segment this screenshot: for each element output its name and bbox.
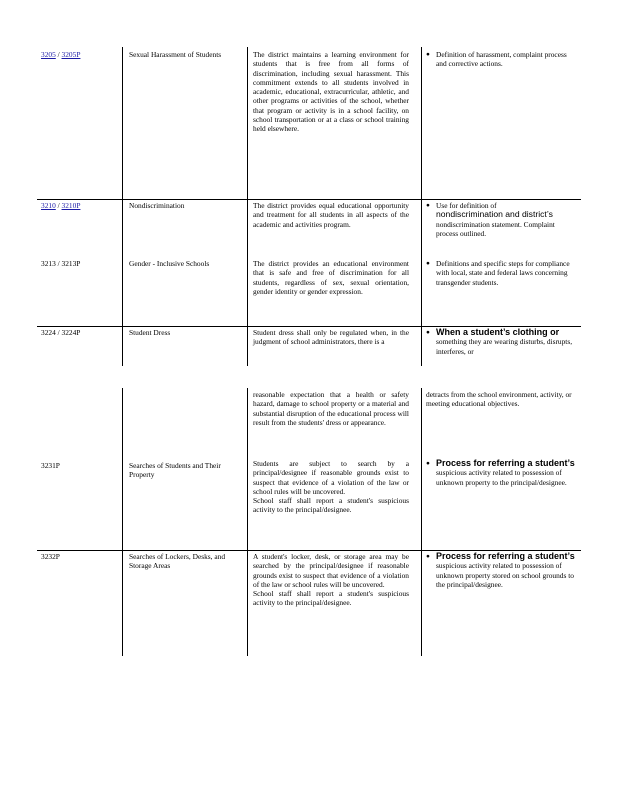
code-separator: / bbox=[55, 201, 62, 210]
row-divider bbox=[37, 199, 581, 200]
table-row bbox=[37, 328, 581, 366]
notes-line: nondiscrimination statement. Complaint process outlined. bbox=[436, 219, 555, 238]
table-row bbox=[37, 390, 581, 456]
policy-code: 3224 / 3224P bbox=[41, 328, 81, 337]
bullet-item bbox=[426, 459, 578, 487]
policy-notes bbox=[426, 328, 578, 356]
bullet-item: ● Definition of harassment, complaint process and corrective actions. bbox=[426, 50, 578, 69]
policy-code: 3231P bbox=[41, 461, 60, 470]
bullet-item: ● Definitions and specific steps for compliance with local, state and federal laws concerning transgender students. bbox=[426, 259, 578, 287]
table-row bbox=[37, 459, 581, 551]
policy-table-bottom bbox=[37, 388, 581, 656]
policy-notes bbox=[426, 201, 578, 238]
policy-title: Searches of Lockers, Desks, and Storage Areas bbox=[129, 552, 226, 571]
description-paragraph: School staff shall report a student's suspicious activity to the principal/designee. bbox=[253, 496, 409, 515]
policy-code bbox=[41, 201, 119, 210]
bullet-item bbox=[426, 328, 578, 356]
policy-title: Gender - Inclusive Schools bbox=[129, 259, 210, 268]
notes-line: suspicious activity related to possession of unknown property to the principal/designee. bbox=[436, 468, 567, 487]
notes-line: nondiscrimination and district’s bbox=[436, 209, 553, 220]
table-row bbox=[37, 50, 581, 200]
policy-title: Nondiscrimination bbox=[129, 201, 185, 210]
notes-line: Process for referring a student’s bbox=[436, 551, 575, 561]
table-row bbox=[37, 201, 581, 257]
code-separator: / bbox=[55, 50, 62, 59]
policy-description: The district maintains a learning environment for students that is free from all forms of discrimination, including sexual harassment. This commitment extends to all students involved in academic, educational, extracurricular, athletic, and other programs or activities of the school, whether that program or activity is in a school facility, on school transportation or at a class or school training held elsewhere. bbox=[253, 50, 409, 134]
policy-notes bbox=[426, 50, 578, 69]
description-paragraph: Students are subject to search by a principal/designee if reasonable grounds exist to suspect that evidence of a violation of the law or school rules will be uncovered. bbox=[253, 459, 409, 496]
policy-description bbox=[253, 459, 409, 515]
notes-line: When a student’s clothing or bbox=[436, 327, 560, 337]
description-paragraph: School staff shall report a student's suspicious activity to the principal/designee. bbox=[253, 589, 409, 608]
policy-link-3205p[interactable]: 3205P bbox=[61, 50, 81, 59]
bullet-item bbox=[426, 201, 578, 238]
policy-notes bbox=[426, 259, 578, 287]
table-row bbox=[37, 552, 581, 656]
policy-title: Searches of Students and Their Property bbox=[129, 461, 221, 480]
policy-description: Student dress shall only be regulated when, in the judgment of school administrators, there is a bbox=[253, 328, 409, 347]
bullet-item bbox=[426, 552, 578, 589]
policy-description: The district provides an educational environment that is safe and free of discrimination for all students, regardless of sex, sexual orientation, gender identity or gender expression. bbox=[253, 259, 409, 296]
policy-notes: detracts from the school environment, activity, or meeting educational objectives. bbox=[426, 390, 572, 409]
policy-link-3210[interactable]: 3210 bbox=[41, 201, 56, 210]
policy-description: reasonable expectation that a health or safety hazard, damage to school property or a material and substantial disruption of the educational process will result from the students' dress or appearance. bbox=[253, 390, 409, 427]
notes-line: something they are wearing disturbs, disrupts, interferes, or bbox=[436, 337, 573, 356]
table-row bbox=[37, 259, 581, 325]
policy-link-3210p[interactable]: 3210P bbox=[61, 201, 81, 210]
policy-code: 3213 / 3213P bbox=[41, 259, 81, 268]
policy-description bbox=[253, 552, 409, 608]
policy-notes bbox=[426, 459, 578, 487]
policy-link-3205[interactable]: 3205 bbox=[41, 50, 56, 59]
policy-notes bbox=[426, 552, 578, 589]
policy-title: Sexual Harassment of Students bbox=[129, 50, 222, 59]
policy-table-top bbox=[37, 47, 581, 366]
notes-line: suspicious activity related to possession of unknown property stored on school grounds to the principal/designee. bbox=[436, 561, 574, 589]
policy-description: The district provides equal educational opportunity and treatment for all students in all aspects of the academic and activities program. bbox=[253, 201, 409, 229]
notes-line: Process for referring a student’s bbox=[436, 458, 575, 468]
policy-code bbox=[41, 50, 119, 59]
notes-line: Use for definition of bbox=[436, 201, 497, 210]
description-paragraph: A student's locker, desk, or storage area may be searched by the principal/designee if reasonable grounds exist to suspect that evidence of a violation of the law or school rules will be uncovered. bbox=[253, 552, 409, 589]
policy-title: Student Dress bbox=[129, 328, 171, 337]
policy-code: 3232P bbox=[41, 552, 60, 561]
